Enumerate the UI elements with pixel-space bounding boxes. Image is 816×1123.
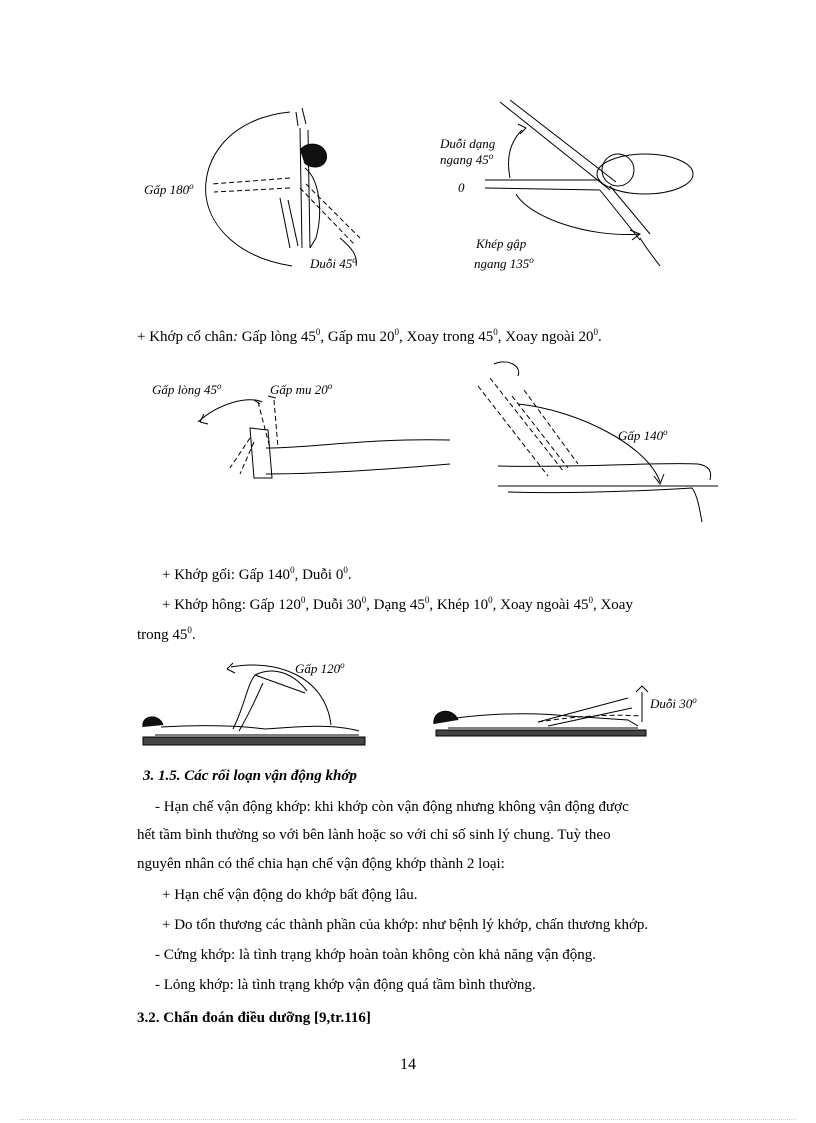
- figure-ankle: [150, 378, 450, 498]
- paragraph-line: - Lỏng khớp: là tình trạng khớp vận động quá tầm bình thường.: [155, 977, 536, 993]
- bullet-line: + Do tổn thương các thành phần của khớp: như bệnh lý khớp, chấn thương khớp.: [162, 917, 649, 933]
- label-ext-30: Duỗi 30$^o$: [650, 695, 697, 711]
- bottom-rule: [20, 1119, 796, 1120]
- section-heading: 3. 1.5. Các rối loạn vận động khớp: [143, 768, 357, 784]
- head-shape: [300, 144, 327, 167]
- hip-range-line-2: trong $45^0$.: [137, 625, 196, 643]
- figure-shoulder-horizontal: [440, 98, 710, 283]
- label-abd-2: ngang 45$^o$: [440, 151, 494, 167]
- figure-hip-flexion: [135, 655, 370, 755]
- head-shape: [434, 711, 458, 724]
- head-shape: [602, 154, 634, 186]
- paragraph-line: - Hạn chế vận động khớp: khi khớp còn vận động nhưng không vận động được: [155, 799, 629, 815]
- label-plantar-45: Gấp lòng 45$^o$: [152, 381, 222, 397]
- paragraph-line: - Cứng khớp: là tình trạng khớp hoàn toàn không còn khả năng vận động.: [155, 947, 597, 963]
- label-abd-1: Duỗi dạng: [440, 136, 496, 151]
- label-dorsi-20: Gấp mu 20$^o$: [270, 381, 333, 397]
- label-add-1: Khép gập: [476, 236, 527, 251]
- label-zero: 0: [458, 180, 465, 195]
- figure-hip-extension: [428, 680, 718, 750]
- bullet-line: + Hạn chế vận động do khớp bất động lâu.: [162, 887, 418, 903]
- page-number: 14: [400, 1056, 416, 1073]
- label-flex-120: Gấp 120$^o$: [295, 660, 345, 676]
- foot-shape: [250, 428, 272, 478]
- label-flex-180: Gấp 180$^o$: [144, 181, 194, 197]
- knee-range-line: + Khớp gối: Gấp $140^0$, Duỗi $0^0$.: [162, 565, 352, 583]
- head-shape: [143, 717, 163, 727]
- figure-shoulder-flexion: [140, 98, 380, 280]
- label-add-2: ngang 135$^o$: [474, 255, 534, 271]
- section-heading-2: 3.2. Chẩn đoán điều dưỡng [9,tr.116]: [137, 1010, 371, 1026]
- hip-range-line: + Khớp hông: Gấp $120^0$, Duỗi $30^0$, Dạng $45^0$, Khép $10^0$, Xoay ngoài $45^0$, Xoay: [162, 595, 633, 613]
- paragraph-line: nguyên nhân có thể chia hạn chế vận động khớp thành 2 loại:: [137, 856, 505, 872]
- paragraph-line: hết tầm bình thường so với bên lành hoặc so với chỉ số sinh lý chung. Tuỳ theo: [137, 827, 611, 843]
- ankle-range-line: + Khớp cổ chân: Gấp lòng $45^0$, Gấp mu $20^0$, Xoay trong $45^0$, Xoay ngoài $20^0$.: [137, 327, 602, 345]
- label-flex-140: Gấp 140$^o$: [618, 427, 668, 443]
- label-ext-45: Duỗi 45$^o$: [310, 255, 357, 271]
- figure-knee: [478, 356, 723, 526]
